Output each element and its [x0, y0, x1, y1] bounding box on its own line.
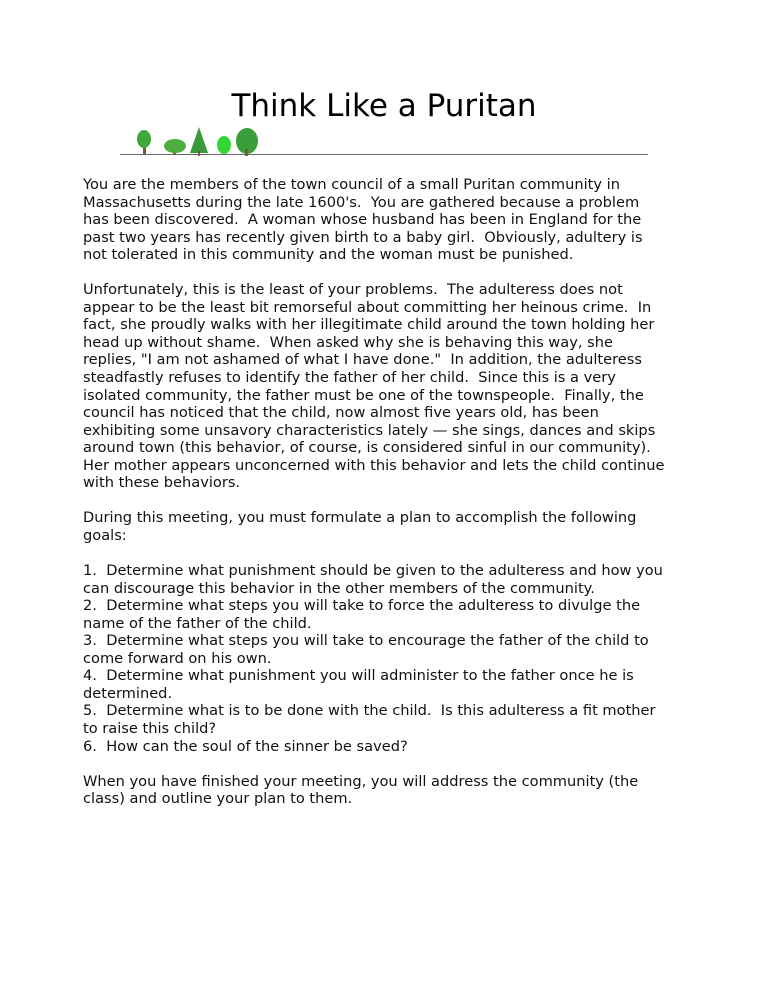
- page-title: Think Like a Puritan: [231, 88, 537, 124]
- list-item: to raise this child?: [83, 719, 217, 737]
- text-line: Her mother appears unconcerned with this behavior and lets the child continue: [83, 456, 665, 474]
- text-line: around town (this behavior, of course, is considered sinful in our community).: [83, 439, 651, 457]
- list-item: name of the father of the child.: [83, 614, 312, 632]
- meeting-paragraph: [83, 509, 665, 544]
- text-line: council has noticed that the child, now almost five years old, has been: [83, 404, 599, 422]
- text-line: has been discovered. A woman whose husband has been in England for the: [83, 211, 642, 229]
- text-line: goals:: [83, 526, 127, 544]
- list-item: 4. Determine what punishment you will administer to the father once he is: [83, 667, 634, 685]
- list-item: can discourage this behavior in the other members of the community.: [83, 579, 595, 597]
- text-line: head up without shame. When asked why she is behaving this way, she: [83, 333, 613, 351]
- goals-list: [83, 562, 665, 755]
- text-line: steadfastly refuses to identify the father of her child. Since this is a very: [83, 369, 616, 387]
- title-divider: [120, 154, 648, 155]
- text-line: When you have finished your meeting, you will address the community (the: [83, 772, 639, 790]
- problem-paragraph: [83, 281, 665, 492]
- intro-paragraph: [83, 176, 665, 264]
- document-body: [83, 176, 665, 825]
- text-line: exhibiting some unsavory characteristics lately — she sings, dances and skips: [83, 421, 656, 439]
- trees-illustration-icon: [133, 125, 263, 157]
- text-line: past two years has recently given birth to a baby girl. Obviously, adultery is: [83, 228, 643, 246]
- text-line: Unfortunately, this is the least of your problems. The adulteress does not: [83, 281, 623, 299]
- list-item: 6. How can the soul of the sinner be saved?: [83, 737, 408, 755]
- list-item: 2. Determine what steps you will take to force the adulteress to divulge the: [83, 597, 641, 615]
- text-line: Massachusetts during the late 1600's. You are gathered because a problem: [83, 193, 640, 211]
- text-line: fact, she proudly walks with her illegitimate child around the town holding her: [83, 316, 655, 334]
- list-item: 3. Determine what steps you will take to encourage the father of the child to: [83, 632, 649, 650]
- list-item: come forward on his own.: [83, 649, 272, 667]
- closing-paragraph: [83, 773, 665, 808]
- text-line: not tolerated in this community and the woman must be punished.: [83, 246, 574, 264]
- text-line: You are the members of the town council of a small Puritan community in: [83, 176, 620, 193]
- text-line: During this meeting, you must formulate a plan to accomplish the following: [83, 509, 637, 527]
- list-item: 5. Determine what is to be done with the child. Is this adulteress a fit mother: [83, 702, 656, 720]
- text-line: with these behaviors.: [83, 474, 241, 492]
- text-line: class) and outline your plan to them.: [83, 790, 353, 808]
- text-line: replies, "I am not ashamed of what I have done." In addition, the adulteress: [83, 351, 642, 369]
- list-item: determined.: [83, 684, 173, 702]
- text-line: isolated community, the father must be one of the townspeople. Finally, the: [83, 386, 644, 404]
- list-item: 1. Determine what punishment should be given to the adulteress and how you: [83, 562, 663, 580]
- text-line: appear to be the least bit remorseful about committing her heinous crime. In: [83, 298, 652, 316]
